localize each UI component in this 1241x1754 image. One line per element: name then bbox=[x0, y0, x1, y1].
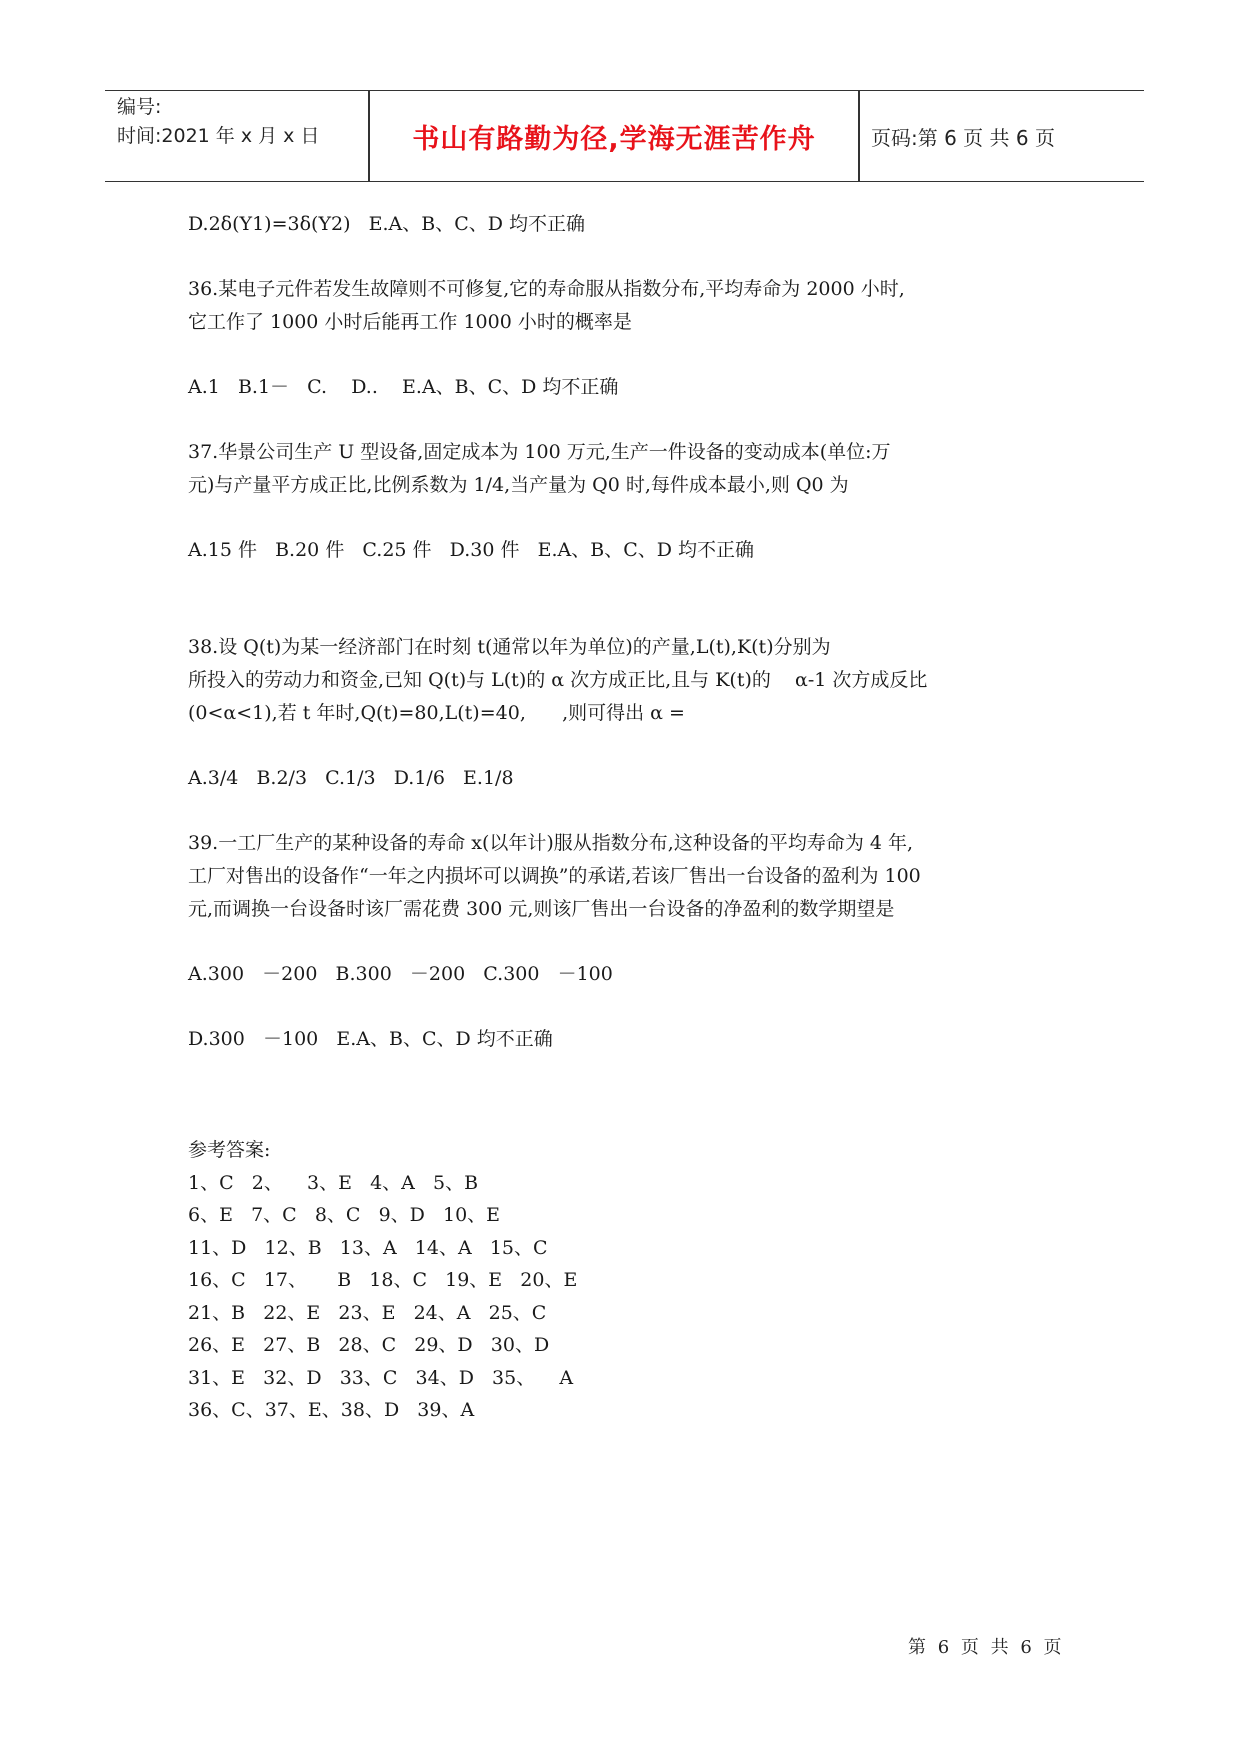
page-header bbox=[105, 90, 1144, 182]
answer-row: 21、B 22、E 23、E 24、A 25、C bbox=[188, 1301, 547, 1324]
q36-question: 36.某电子元件若发生故障则不可修复,它的寿命服从指数分布,平均寿命为 2000 小时, bbox=[188, 278, 905, 300]
header-info bbox=[117, 93, 362, 151]
q39-options: A.300 －200 B.300 －200 C.300 －100 bbox=[188, 963, 613, 985]
q36-options: A.1 B.1－ C. D.. E.A、B、C、D 均不正确 bbox=[188, 376, 619, 398]
header-page-number: 页码:第 6 页 共 6 页 bbox=[871, 125, 1055, 150]
q39-question: 工厂对售出的设备作“一年之内损坏可以调换”的承诺,若该厂售出一台设备的盈利为 100 bbox=[188, 865, 921, 887]
serial-label: 编号: bbox=[117, 96, 162, 118]
q37-options: A.15 件 B.20 件 C.25 件 D.30 件 E.A、B、C、D 均不正确 bbox=[188, 539, 755, 561]
q39-options: D.300 －100 E.A、B、C、D 均不正确 bbox=[188, 1028, 553, 1050]
answer-row: 26、E 27、B 28、C 29、D 30、D bbox=[188, 1334, 550, 1356]
answer-key bbox=[188, 1134, 1068, 1427]
answer-row: 1、C 2、 3、E 4、A 5、B bbox=[188, 1171, 479, 1194]
q38-options: A.3/4 B.2/3 C.1/3 D.1/6 E.1/8 bbox=[188, 767, 514, 789]
q37-question: 元)与产量平方成正比,比例系数为 1/4,当产量为 Q0 时,每件成本最小,则 Q0 为 bbox=[188, 474, 849, 496]
time-label: 时间:2021 年 x 月 x 日 bbox=[117, 125, 320, 147]
page-footer: 第 6 页 共 6 页 bbox=[908, 1637, 1065, 1658]
q36-question: 它工作了 1000 小时后能再工作 1000 小时的概率是 bbox=[188, 311, 632, 333]
q39-question: 39.一工厂生产的某种设备的寿命 x(以年计)服从指数分布,这种设备的平均寿命为 4 年, bbox=[188, 832, 914, 854]
q38-question: (0<α<1),若 t 年时,Q(t)=80,L(t)=40, ,则可得出 α = bbox=[188, 702, 685, 724]
answer-row: 36、C、37、E、38、D 39、A bbox=[188, 1399, 475, 1421]
document-body bbox=[188, 208, 1068, 1427]
answer-row: 31、E 32、D 33、C 34、D 35、 A bbox=[188, 1366, 574, 1389]
q39-question: 元,而调换一台设备时该厂需花费 300 元,则该厂售出一台设备的净盈利的数学期望是 bbox=[188, 898, 895, 920]
q38-question: 所投入的劳动力和资金,已知 Q(t)与 L(t)的 α 次方成正比,且与 K(t)的 α-1 次方成反比 bbox=[188, 669, 928, 691]
answer-row: 6、E 7、C 8、C 9、D 10、E bbox=[188, 1204, 501, 1226]
answer-row: 16、C 17、 B 18、C 19、E 20、E bbox=[188, 1269, 578, 1291]
q38-question: 38.设 Q(t)为某一经济部门在时刻 t(通常以年为单位)的产量,L(t),K(t)分别为 bbox=[188, 636, 831, 658]
answer-row: 11、D 12、B 13、A 14、A 15、C bbox=[188, 1236, 548, 1259]
answer-key-title: 参考答案: bbox=[188, 1139, 271, 1161]
q37-question: 37.华景公司生产 U 型设备,固定成本为 100 万元,生产一件设备的变动成本(单位:万 bbox=[188, 441, 891, 463]
q35-option-line: D.2δ(Y1)=3δ(Y2) E.A、B、C、D 均不正确 bbox=[188, 213, 586, 235]
header-motto: 书山有路勤为径,学海无涯苦作舟 bbox=[412, 123, 816, 155]
header-divider bbox=[858, 91, 860, 181]
